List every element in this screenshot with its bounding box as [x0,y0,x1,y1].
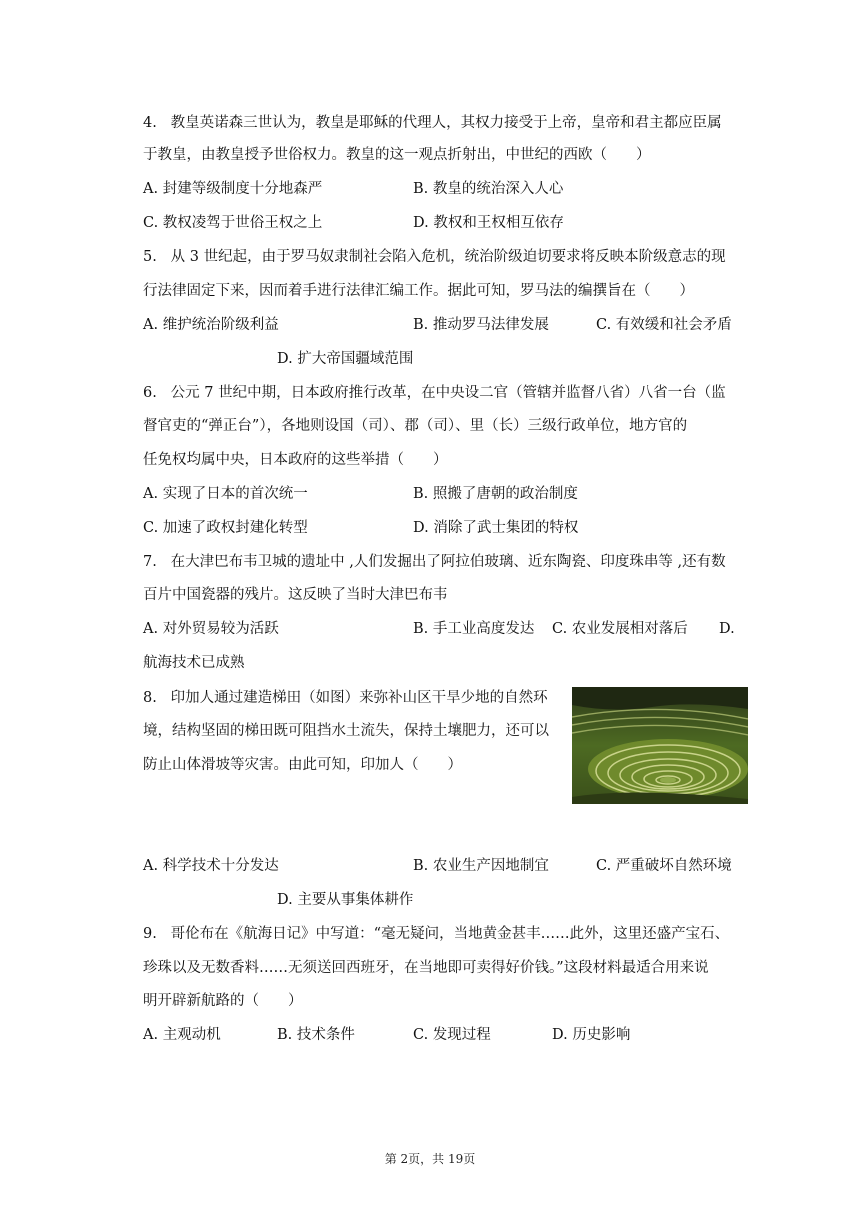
q8-option-d: D. 主要从事集体耕作 [277,892,414,908]
q4-option-d: D. 教权和王权相互依存 [413,215,564,231]
q9-stem-line-3: 明开辟新航路的（ ） [143,993,303,1009]
q8-option-c: C. 严重破坏自然环境 [596,858,732,874]
q7-stem-line-2: 百片中国瓷器的残片。这反映了当时大津巴布韦 [143,587,448,603]
q5-option-d: D. 扩大帝国疆域范围 [277,351,414,367]
q4-stem-line-1: 4. 教皇英诺森三世认为，教皇是耶稣的代理人，其权力接受于上帝，皇帝和君主都应臣属 [143,115,722,131]
q8-stem-line-2: 境，结构坚固的梯田既可阻挡水土流失，保持土壤肥力，还可以 [143,723,549,739]
q4-option-a: A. 封建等级制度十分地森严 [143,181,323,197]
q7-option-d-marker: D. [719,621,735,637]
q6-stem-line-3: 任免权均属中央，日本政府的这些举措（ ） [143,452,448,468]
q6-stem-line-1: 6. 公元 7 世纪中期，日本政府推行改革，在中央设二官（管辖并监督八省）八省一台（监 [143,385,726,401]
q8-option-a: A. 科学技术十分发达 [143,858,279,874]
q9-stem-line-1: 9. 哥伦布在《航海日记》中写道：“毫无疑问，当地黄金甚丰……此外，这里还盛产宝石、 [143,926,730,942]
q5-option-a: A. 维护统治阶级利益 [143,317,279,333]
q5-stem-line-2: 行法律固定下来，因而着手进行法律汇编工作。据此可知，罗马法的编撰旨在（ ） [143,283,694,299]
q4-option-c: C. 教权凌驾于世俗王权之上 [143,215,323,231]
q8-option-b: B. 农业生产因地制宜 [413,858,549,874]
inca-terraces-photo [572,687,748,804]
q6-option-a: A. 实现了日本的首次统一 [143,486,308,502]
q6-option-b: B. 照搬了唐朝的政治制度 [413,486,578,502]
q7-option-a: A. 对外贸易较为活跃 [143,621,279,637]
q8-stem-line-1: 8. 印加人通过建造梯田（如图）来弥补山区干旱少地的自然环 [143,690,548,706]
q9-option-d: D. 历史影响 [552,1027,631,1043]
q5-option-b: B. 推动罗马法律发展 [413,317,549,333]
q9-option-c: C. 发现过程 [413,1027,491,1043]
q5-option-c: C. 有效缓和社会矛盾 [596,317,732,333]
q9-stem-line-2: 珍珠以及无数香料……无须送回西班牙，在当地即可卖得好价钱。”这段材料最适合用来说 [143,960,709,976]
q8-stem-line-3: 防止山体滑坡等灾害。由此可知，印加人（ ） [143,757,462,773]
q7-stem-line-1: 7. 在大津巴布韦卫城的遗址中 ,人们发掘出了阿拉伯玻璃、近东陶瓷、印度珠串等 ,还有数 [143,554,726,570]
q6-option-c: C. 加速了政权封建化转型 [143,520,308,536]
q9-option-a: A. 主观动机 [143,1027,221,1043]
q6-stem-line-2: 督官吏的“弹正台”），各地则设国（司）、郡（司）、里（长）三级行政单位，地方官的 [143,418,688,434]
q9-option-b: B. 技术条件 [277,1027,355,1043]
q7-option-c: C. 农业发展相对落后 [552,621,688,637]
terraces-illustration [572,687,748,804]
q6-option-d: D. 消除了武士集团的特权 [413,520,579,536]
q7-option-b: B. 手工业高度发达 [413,621,535,637]
q5-stem-line-1: 5. 从 3 世纪起，由于罗马奴隶制社会陷入危机，统治阶级迫切要求将反映本阶级意志的现 [143,249,726,265]
q7-option-d-text: 航海技术已成熟 [143,655,245,671]
q4-option-b: B. 教皇的统治深入人心 [413,181,564,197]
page-number-footer: 第 2页，共 19页 [384,1152,476,1166]
q4-stem-line-2: 于教皇，由教皇授予世俗权力。教皇的这一观点折射出，中世纪的西欧（ ） [143,147,651,163]
